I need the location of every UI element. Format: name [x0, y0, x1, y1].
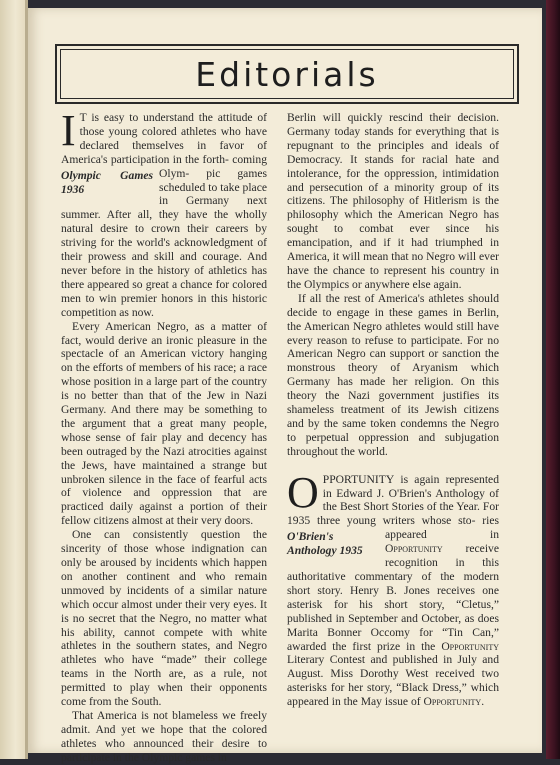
anthology-paragraph	[287, 467, 499, 709]
olympics-intro-text: T is easy to understand the attitude of those young colored athletes who have declared themselves in favor of America's participation in the forth- coming Olym-	[61, 111, 267, 180]
opportunity-name-1: Opportunity	[385, 542, 443, 556]
dropcap-letter: I	[61, 106, 76, 155]
anthology-text-d: .	[481, 695, 485, 709]
right-column	[287, 111, 499, 709]
olympics-paragraph-5: If all the rest of America's athletes should decide to engage in these games in Berlin, the American Negro athletes would still have every reason to refuse to participate. For no American Negro can support or sanction the monstrous theory of Aryanism which Germany has made her religion. On this theory the Nazi government justifies its shameless treatment of its Jewish citizens and by the same token condemns the Negro to perpetual oppression and subjugation throughout the world.	[287, 291, 499, 458]
anthology-intro-text: is again represented in Edward J. O'Brien's Anthology of the Best Short Stories of the Year. For 1935 three young writers whose sto-	[287, 472, 499, 528]
olympics-paragraph-4-continued: Berlin will quickly rescind their decision. Germany today stands for everything that is repugnant to the principles and ideals of Democracy. It stands for racial hate and intolerance, for the oppression, intimidation and persecution of a minority group of its citizens. The philosophy of Hitlerism is the philosophy which the American Negro has sought to combat ever since his emancipation, and if it had triumphed in America, it will mean that no Negro will ever have the chance to represent his country in the Olympics or anywhere else again.	[287, 111, 499, 291]
section-spacer	[287, 459, 499, 473]
opportunity-name-2: Opportunity	[441, 639, 499, 653]
book-cover-edge	[546, 0, 560, 759]
opportunity-name-3: Opportunity	[423, 695, 482, 709]
olympics-paragraph-4: That America is not blameless we freely admit. And yet we hope that the colored athletes who announced their desire to participate in the Olympic games in	[61, 708, 267, 764]
sidehead-olympic-games: Olympic Games 1936	[61, 168, 153, 196]
magazine-page	[28, 8, 542, 764]
opportunity-small-caps: PPORTUNITY	[322, 472, 395, 486]
anthology-text-b: receive recognition in this authoritative commentary of the modern short story. Henry B. Jones receives one asterisk for his short story, “Cletus,” published in September and October, as does Marita Bonner Occomy for “Tin Can,” awarded the first prize in the	[287, 542, 499, 653]
olympics-paragraph-2: Every American Negro, as a matter of fact, would derive an ironic pleasure in the spectacle of an American victory hanging on the efforts of members of his race; a race whose position in a large part of the country is no better than that of the Jew in Nazi Germany. And there may be something to the argument that a great many people, whose sense of fair play and decency has been outraged by the Nazi atrocities against the Jews, have maintained a strange but unbroken silence in the face of fearful acts of violence and oppression that are practiced daily against a portion of their fellow citizens almost at their very doors.	[61, 319, 267, 528]
olympics-paragraph-3: One can consistently question the sincerity of those whose indignation can only be aroused by incidents which happen on another continent and who remain unmoved by incidents of a similar nature which occur almost under their very eyes. It is no secret that the Negro, no matter what his ability, cannot compete with white athletes in the southern states, and Negro athletes who have “made” their college teams in the North are, as a rule, not permitted to play when their opponents come from the South.	[61, 528, 267, 709]
dropcap-letter-o: O	[287, 467, 319, 517]
olympics-paragraph-1	[61, 106, 267, 320]
olympics-paragraph-1-rest: pic games scheduled to take place in Germany next summer. After all, they have the wholly natural desire to crown their careers by striving for the world's acknowledgment of their prowess and skill and courage. And never before in the history of athletics has there appeared so great a chance for colored men to win premier honors in this historic competition as now.	[61, 166, 267, 319]
title-frame	[55, 44, 519, 104]
page-title: Editorials	[195, 55, 379, 94]
book-binding-left	[0, 0, 28, 759]
sidehead-obriens-anthology: O'Brien's Anthology 1935	[287, 530, 363, 558]
anthology-text-a: ries appeared in	[385, 514, 499, 542]
anthology-text-c: Literary Contest and published in July and August. Miss Dorothy West received two asterisks for her story, “Black Dress,” which appeared in the May issue of	[287, 653, 499, 709]
left-column	[61, 106, 267, 765]
